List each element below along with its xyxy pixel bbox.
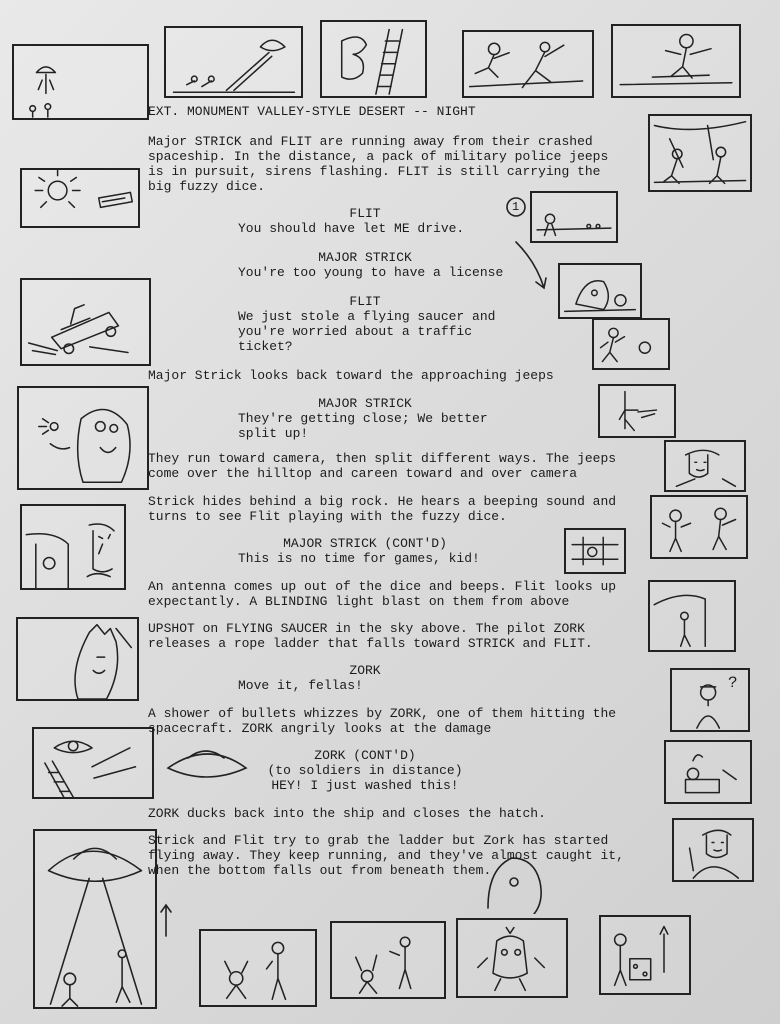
action-9-line-2: flying away. They keep running, and they've almost caught it,: [148, 848, 624, 863]
dialogue-1: You should have let ME drive.: [238, 221, 465, 236]
scene-heading: EXT. MONUMENT VALLEY-STYLE DESERT -- NIGHT: [148, 104, 476, 119]
storyboard-panel-20: [650, 495, 748, 559]
parenthetical-7: (to soldiers in distance): [267, 763, 463, 778]
action-4-line-1: Strick hides behind a big rock. He hears a beeping sound and: [148, 494, 617, 509]
dialogue-6: Move it, fellas!: [238, 678, 363, 693]
storyboard-panel-23: [664, 740, 752, 804]
storyboard-panel-26: [330, 921, 446, 999]
storyboard-panel-9: [20, 504, 126, 590]
dialogue-3-line-2: you're worried about a traffic: [238, 324, 473, 339]
action-5-line-1: An antenna comes up out of the dice and beeps. Flit looks up: [148, 579, 617, 594]
character-flit-1: FLIT: [349, 206, 381, 221]
action-3-line-2: come over the hilltop and careen toward and over camera: [148, 466, 578, 481]
action-6-line-2: releases a rope ladder that falls toward STRICK and FLIT.: [148, 636, 593, 651]
storyboard-panel-4: [462, 30, 594, 98]
storyboard-panel-3: [320, 20, 427, 98]
storyboard-panel-17: [598, 384, 676, 438]
storyboard-panel-8: [17, 386, 149, 490]
action-2: Major Strick looks back toward the approaching jeeps: [148, 368, 554, 383]
character-strick-1: MAJOR STRICK: [318, 250, 412, 265]
storyboard-panel-5: [611, 24, 741, 98]
storyboard-panel-27: [456, 918, 568, 998]
storyboard-panel-25: [199, 929, 317, 1007]
storyboard-panel-21: [648, 580, 736, 652]
action-8: ZORK ducks back into the ship and closes the hatch.: [148, 806, 546, 821]
dialogue-3-line-3: ticket?: [238, 339, 293, 354]
dialogue-5: This is no time for games, kid!: [238, 551, 480, 566]
storyboard-panel-15: [558, 263, 642, 319]
action-6-line-1: UPSHOT on FLYING SAUCER in the sky above. The pilot ZORK: [148, 621, 585, 636]
storyboard-panel-24: [672, 818, 754, 882]
character-zork-2: ZORK (CONT'D): [314, 748, 416, 763]
action-1-line-2: spaceship. In the distance, a pack of military police jeeps: [148, 149, 609, 164]
storyboard-panel-16: [592, 318, 670, 370]
action-9-line-1: Strick and Flit try to grab the ladder but Zork has started: [148, 833, 609, 848]
dialogue-2: You're too young to have a license: [238, 265, 504, 280]
dialogue-7: HEY! I just washed this!: [271, 778, 459, 793]
storyboard-panel-19: [564, 528, 626, 574]
dialogue-3-line-1: We just stole a flying saucer and: [238, 309, 496, 324]
action-9-line-3: when the bottom falls out from beneath them.: [148, 863, 492, 878]
arrow-doodle: [512, 238, 552, 294]
storyboard-panel-28: [599, 915, 691, 995]
storyboard-panel-22: [670, 668, 750, 732]
action-7-line-1: A shower of bullets whizzes by ZORK, one of them hitting the: [148, 706, 617, 721]
action-1-line-3: is in pursuit, sirens flashing. FLIT is still carrying the: [148, 164, 601, 179]
circled-number-text: 1: [512, 200, 520, 214]
storyboard-panel-7: [20, 278, 151, 366]
storyboard-panel-13: [648, 114, 752, 192]
dialogue-4-line-1: They're getting close; We better: [238, 411, 488, 426]
character-strick-3: MAJOR STRICK (CONT'D): [283, 536, 447, 551]
action-4-line-2: turns to see Flit playing with the fuzzy dice.: [148, 509, 507, 524]
storyboard-panel-18: [664, 440, 746, 492]
storyboard-panel-11: [32, 727, 154, 799]
character-flit-2: FLIT: [349, 294, 381, 309]
up-arrow-doodle: [158, 902, 174, 938]
storyboard-panel-6: [20, 168, 140, 228]
question-mark-annotation: ?: [728, 674, 738, 692]
storyboard-panel-10: [16, 617, 139, 701]
storyboard-panel-2: [164, 26, 303, 98]
action-3-line-1: They run toward camera, then split different ways. The jeeps: [148, 451, 617, 466]
character-strick-2: MAJOR STRICK: [318, 396, 412, 411]
action-1-line-4: big fuzzy dice.: [148, 179, 266, 194]
action-7-line-2: spacecraft. ZORK angrily looks at the damage: [148, 721, 492, 736]
character-zork-1: ZORK: [349, 663, 381, 678]
storyboard-panel-1: [12, 44, 149, 120]
storyboard-panel-12: [33, 829, 157, 1009]
action-5-line-2: expectantly. A BLINDING light blast on them from above: [148, 594, 570, 609]
action-1-line-1: Major STRICK and FLIT are running away from their crashed: [148, 134, 593, 149]
dialogue-4-line-2: split up!: [238, 426, 309, 441]
